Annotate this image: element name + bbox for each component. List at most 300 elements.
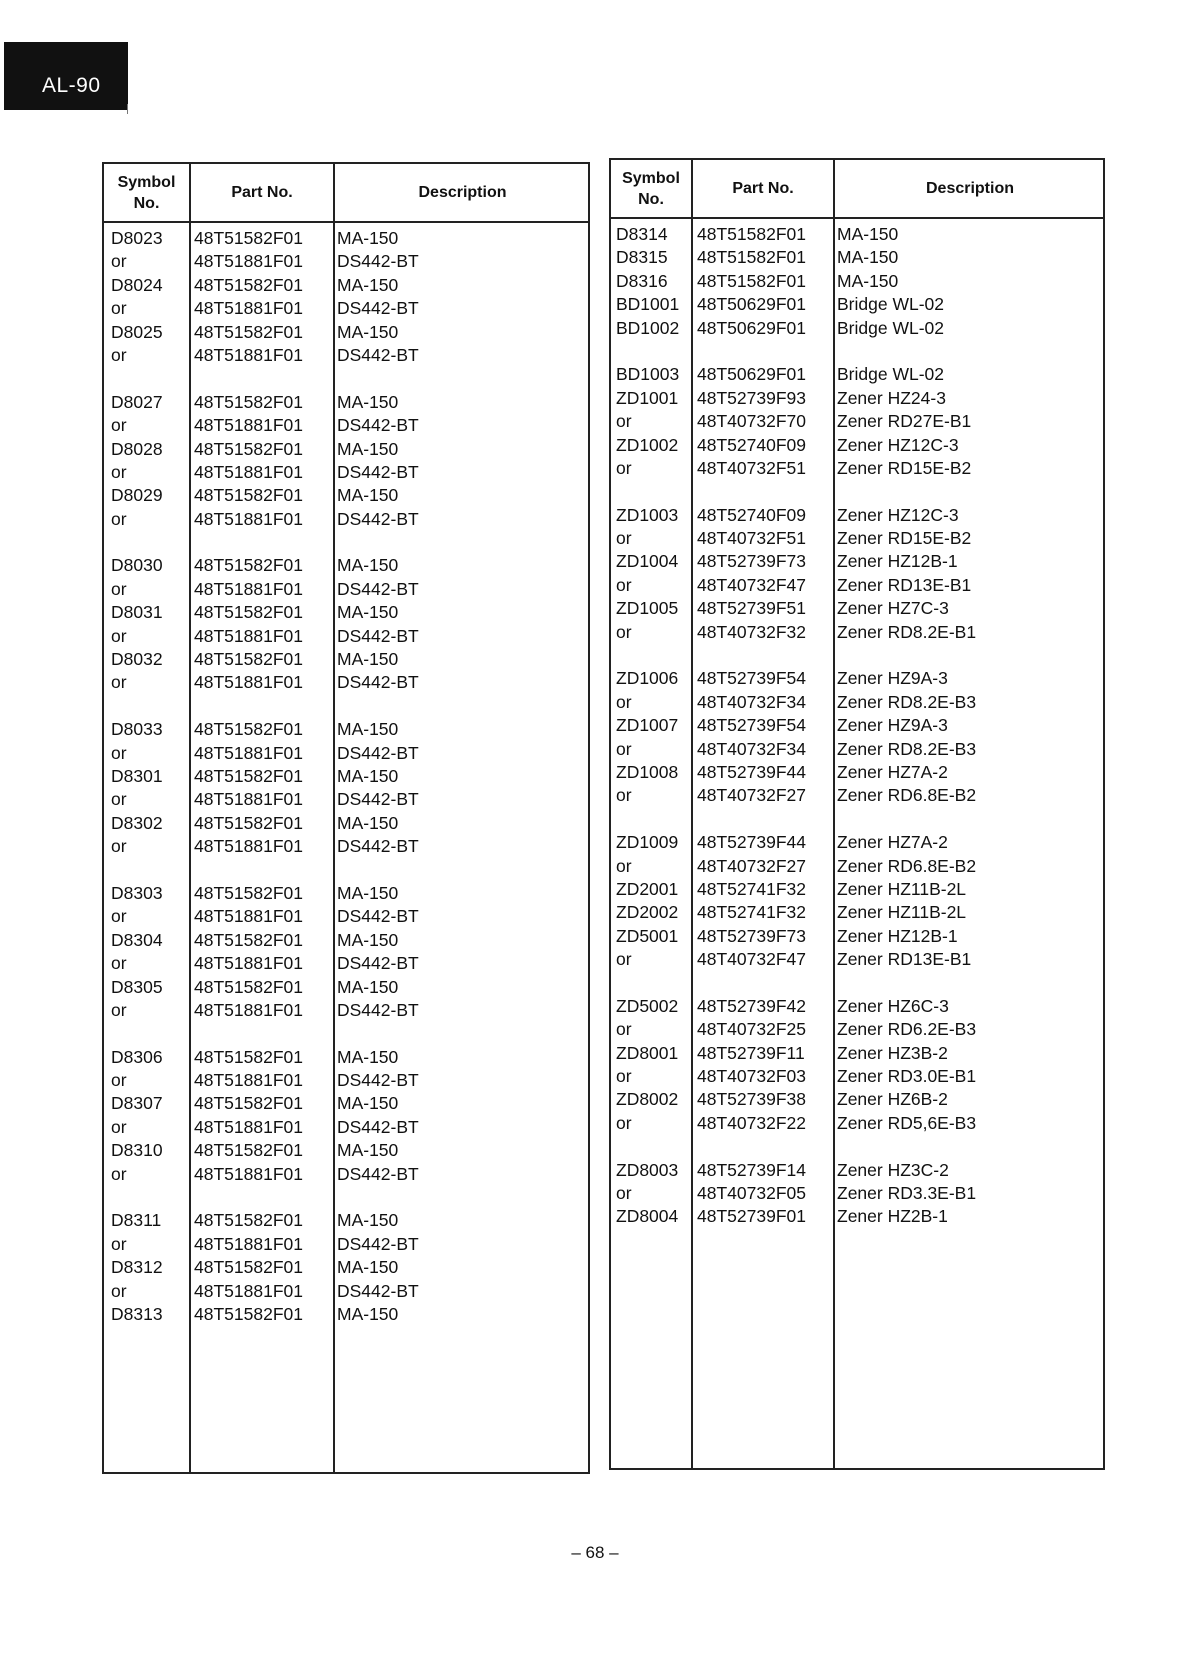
part-no-cell: 48T51881F01 bbox=[194, 672, 303, 693]
description-cell: MA-150 bbox=[337, 321, 399, 342]
description-cell: MA-150 bbox=[337, 485, 399, 506]
table-row bbox=[104, 1209, 588, 1232]
symbol-cell: D8030 bbox=[111, 555, 163, 576]
table-row bbox=[104, 976, 588, 999]
description-cell: Bridge WL-02 bbox=[837, 364, 944, 385]
symbol-cell: D8302 bbox=[111, 812, 163, 833]
symbol-cell: BD1001 bbox=[616, 294, 680, 315]
table-row bbox=[611, 1182, 1103, 1205]
symbol-cell: or bbox=[111, 836, 127, 857]
table-row bbox=[104, 882, 588, 905]
symbol-cell: D8310 bbox=[111, 1140, 163, 1161]
part-no-cell: 48T51582F01 bbox=[194, 485, 303, 506]
description-cell: MA-150 bbox=[337, 1210, 399, 1231]
part-no-cell: 48T51881F01 bbox=[194, 953, 303, 974]
part-no-cell: 48T51881F01 bbox=[194, 836, 303, 857]
part-no-cell: 48T51582F01 bbox=[697, 224, 806, 244]
symbol-cell: D8028 bbox=[111, 438, 163, 459]
table-row bbox=[611, 855, 1103, 878]
group-spacer bbox=[104, 1022, 588, 1045]
symbol-cell: or bbox=[616, 855, 632, 876]
part-no-cell: 48T51582F01 bbox=[194, 602, 303, 623]
table-body bbox=[104, 227, 588, 1326]
description-cell: MA-150 bbox=[337, 882, 399, 903]
table-row bbox=[104, 1256, 588, 1279]
table-row bbox=[104, 835, 588, 858]
symbol-cell: or bbox=[111, 1163, 127, 1184]
symbol-cell: or bbox=[111, 344, 127, 365]
description-cell: Zener HZ7A-2 bbox=[837, 832, 948, 853]
table-row bbox=[104, 578, 588, 601]
description-cell: Zener RD13E-B1 bbox=[837, 949, 972, 970]
part-no-cell: 48T51582F01 bbox=[194, 274, 303, 295]
symbol-cell: D8024 bbox=[111, 274, 163, 295]
table-row bbox=[611, 621, 1103, 644]
table-row bbox=[611, 1042, 1103, 1065]
symbol-cell: or bbox=[111, 906, 127, 927]
symbol-cell: or bbox=[616, 1066, 632, 1087]
symbol-cell: D8032 bbox=[111, 649, 163, 670]
description-cell: DS442-BT bbox=[337, 1233, 419, 1254]
symbol-cell: D8031 bbox=[111, 602, 163, 623]
part-no-cell: 48T40732F05 bbox=[697, 1183, 806, 1204]
symbol-cell: ZD2001 bbox=[616, 878, 679, 899]
table-row bbox=[104, 554, 588, 577]
part-no-cell: 48T52739F44 bbox=[697, 761, 806, 782]
part-no-cell: 48T51582F01 bbox=[194, 555, 303, 576]
table-row bbox=[104, 1069, 588, 1092]
table-row bbox=[611, 527, 1103, 550]
part-no-cell: 48T51582F01 bbox=[194, 1093, 303, 1114]
description-cell: Zener HZ11B-2L bbox=[837, 902, 967, 923]
description-cell: Bridge WL-02 bbox=[837, 294, 944, 315]
part-no-cell: 48T51582F01 bbox=[697, 247, 806, 268]
symbol-cell: ZD1007 bbox=[616, 715, 679, 736]
header-part-no: Part No. bbox=[231, 184, 293, 201]
description-cell: DS442-BT bbox=[337, 999, 419, 1020]
description-cell: MA-150 bbox=[337, 274, 399, 295]
header-description: Description bbox=[418, 184, 507, 201]
part-no-cell: 48T40732F34 bbox=[697, 738, 806, 759]
symbol-cell: ZD5002 bbox=[616, 995, 679, 1016]
table-row bbox=[611, 504, 1103, 527]
table-row bbox=[611, 457, 1103, 480]
description-cell: Zener HZ12B-1 bbox=[837, 925, 958, 946]
symbol-cell: or bbox=[111, 1116, 127, 1137]
table-row bbox=[104, 788, 588, 811]
table-row bbox=[104, 1280, 588, 1303]
table-row bbox=[104, 438, 588, 461]
symbol-cell: D8311 bbox=[111, 1210, 162, 1231]
description-cell: MA-150 bbox=[337, 391, 399, 412]
description-cell: DS442-BT bbox=[337, 508, 419, 529]
table-row bbox=[104, 671, 588, 694]
description-cell: Zener HZ3C-2 bbox=[837, 1159, 949, 1180]
part-no-cell: 48T51881F01 bbox=[194, 742, 303, 763]
symbol-cell: or bbox=[111, 999, 127, 1020]
symbol-cell: D8315 bbox=[616, 247, 668, 268]
description-cell: Zener RD8.2E-B3 bbox=[837, 738, 977, 759]
symbol-cell: ZD8001 bbox=[616, 1042, 679, 1063]
description-cell: Zener HZ9A-3 bbox=[837, 715, 948, 736]
part-no-cell: 48T51881F01 bbox=[194, 508, 303, 529]
part-no-cell: 48T52739F54 bbox=[697, 668, 806, 689]
symbol-cell: or bbox=[111, 508, 127, 529]
part-no-cell: 48T52739F73 bbox=[697, 551, 806, 572]
header-part-no: Part No. bbox=[732, 180, 794, 197]
description-cell: Zener RD13E-B1 bbox=[837, 574, 972, 595]
symbol-cell: or bbox=[111, 251, 127, 272]
symbol-cell: ZD8002 bbox=[616, 1089, 679, 1110]
part-no-cell: 48T52739F42 bbox=[697, 995, 806, 1016]
table-row bbox=[611, 410, 1103, 433]
description-cell: DS442-BT bbox=[337, 672, 419, 693]
part-no-cell: 48T51582F01 bbox=[194, 882, 303, 903]
part-no-cell: 48T52741F32 bbox=[697, 878, 806, 899]
table-row bbox=[104, 1163, 588, 1186]
symbol-cell: ZD5001 bbox=[616, 925, 679, 946]
part-no-cell: 48T51582F01 bbox=[194, 812, 303, 833]
header-symbol: Symbol No. bbox=[117, 173, 176, 212]
group-spacer bbox=[611, 1135, 1103, 1158]
parts-table-right bbox=[609, 158, 1105, 1470]
table-row bbox=[104, 1233, 588, 1256]
symbol-cell: D8303 bbox=[111, 882, 163, 903]
parts-table-left bbox=[102, 162, 590, 1474]
part-no-cell: 48T52739F51 bbox=[697, 598, 806, 619]
symbol-cell: or bbox=[111, 461, 127, 482]
symbol-cell: D8313 bbox=[111, 1303, 163, 1324]
part-no-cell: 48T51582F01 bbox=[194, 765, 303, 786]
table-row bbox=[611, 1112, 1103, 1135]
tab-tick bbox=[127, 104, 128, 114]
part-no-cell: 48T51582F01 bbox=[194, 1257, 303, 1278]
group-spacer bbox=[611, 480, 1103, 503]
symbol-cell: or bbox=[616, 528, 632, 549]
part-no-cell: 48T51582F01 bbox=[194, 649, 303, 670]
description-cell: Zener HZ7A-2 bbox=[837, 761, 948, 782]
group-spacer bbox=[104, 1186, 588, 1209]
part-no-cell: 48T51881F01 bbox=[194, 625, 303, 646]
symbol-cell: D8029 bbox=[111, 485, 163, 506]
description-cell: Zener HZ11B-2L bbox=[837, 878, 967, 899]
symbol-cell: D8305 bbox=[111, 976, 163, 997]
description-cell: Zener HZ6C-3 bbox=[837, 995, 949, 1016]
description-cell: DS442-BT bbox=[337, 415, 419, 436]
description-cell: MA-150 bbox=[337, 555, 399, 576]
part-no-cell: 48T51881F01 bbox=[194, 999, 303, 1020]
description-cell: MA-150 bbox=[337, 812, 399, 833]
description-cell: Zener RD6.8E-B2 bbox=[837, 855, 977, 876]
table-row bbox=[611, 1159, 1103, 1182]
part-no-cell: 48T52739F38 bbox=[697, 1089, 806, 1110]
table-body bbox=[611, 223, 1103, 1229]
table-row bbox=[104, 391, 588, 414]
description-cell: DS442-BT bbox=[337, 789, 419, 810]
description-cell: MA-150 bbox=[837, 270, 899, 291]
description-cell: DS442-BT bbox=[337, 906, 419, 927]
part-no-cell: 48T51881F01 bbox=[194, 1280, 303, 1301]
table-row bbox=[611, 270, 1103, 293]
description-cell: MA-150 bbox=[337, 1140, 399, 1161]
description-cell: Zener RD6.2E-B3 bbox=[837, 1019, 977, 1040]
description-cell: Zener HZ24-3 bbox=[837, 387, 946, 408]
part-no-cell: 48T50629F01 bbox=[697, 364, 806, 385]
table-row bbox=[104, 227, 588, 250]
part-no-cell: 48T52739F44 bbox=[697, 832, 806, 853]
table-row bbox=[104, 1139, 588, 1162]
description-cell: Zener HZ12C-3 bbox=[837, 434, 959, 455]
table-row bbox=[611, 550, 1103, 573]
part-no-cell: 48T51582F01 bbox=[194, 1303, 303, 1324]
table-row bbox=[611, 1018, 1103, 1041]
part-no-cell: 48T51582F01 bbox=[194, 1046, 303, 1067]
description-cell: DS442-BT bbox=[337, 1280, 419, 1301]
symbol-cell: ZD8004 bbox=[616, 1206, 679, 1227]
table-row bbox=[104, 765, 588, 788]
symbol-cell: ZD1006 bbox=[616, 668, 679, 689]
description-cell: DS442-BT bbox=[337, 251, 419, 272]
table-row bbox=[104, 1046, 588, 1069]
group-spacer bbox=[104, 859, 588, 882]
symbol-cell: or bbox=[616, 1112, 632, 1133]
symbol-cell: or bbox=[111, 953, 127, 974]
symbol-cell: D8033 bbox=[111, 719, 163, 740]
symbol-cell: D8307 bbox=[111, 1093, 163, 1114]
part-no-cell: 48T51582F01 bbox=[194, 391, 303, 412]
part-no-cell: 48T51881F01 bbox=[194, 1070, 303, 1091]
part-no-cell: 48T40732F47 bbox=[697, 574, 806, 595]
table-row bbox=[611, 784, 1103, 807]
symbol-cell: ZD1005 bbox=[616, 598, 679, 619]
description-cell: MA-150 bbox=[337, 602, 399, 623]
symbol-cell: or bbox=[111, 298, 127, 319]
description-cell: Zener HZ3B-2 bbox=[837, 1042, 948, 1063]
table-row bbox=[104, 952, 588, 975]
table-row bbox=[611, 667, 1103, 690]
description-cell: Zener HZ6B-2 bbox=[837, 1089, 948, 1110]
part-no-cell: 48T52739F11 bbox=[697, 1042, 805, 1063]
table-row bbox=[611, 878, 1103, 901]
table-row bbox=[104, 718, 588, 741]
symbol-cell: ZD1001 bbox=[616, 387, 679, 408]
part-no-cell: 48T51881F01 bbox=[194, 1233, 303, 1254]
part-no-cell: 48T51881F01 bbox=[194, 1116, 303, 1137]
description-cell: MA-150 bbox=[337, 765, 399, 786]
part-no-cell: 48T51582F01 bbox=[194, 1210, 303, 1231]
description-cell: DS442-BT bbox=[337, 742, 419, 763]
table-row bbox=[611, 901, 1103, 924]
table-row bbox=[104, 1092, 588, 1115]
group-spacer bbox=[611, 644, 1103, 667]
page-number: – 68 – bbox=[571, 1543, 619, 1562]
description-cell: MA-150 bbox=[337, 719, 399, 740]
symbol-cell: or bbox=[616, 574, 632, 595]
symbol-cell: ZD1004 bbox=[616, 551, 679, 572]
description-cell: DS442-BT bbox=[337, 625, 419, 646]
symbol-cell: D8027 bbox=[111, 391, 163, 412]
part-no-cell: 48T51582F01 bbox=[194, 929, 303, 950]
table-row bbox=[104, 250, 588, 273]
description-cell: MA-150 bbox=[337, 228, 399, 248]
symbol-cell: BD1003 bbox=[616, 364, 680, 385]
description-cell: Zener RD6.8E-B2 bbox=[837, 785, 977, 806]
part-no-cell: 48T51582F01 bbox=[194, 321, 303, 342]
part-no-cell: 48T40732F51 bbox=[697, 528, 806, 549]
table-row bbox=[611, 293, 1103, 316]
symbol-cell: or bbox=[616, 621, 632, 642]
table-row bbox=[104, 274, 588, 297]
description-cell: DS442-BT bbox=[337, 1070, 419, 1091]
table-row bbox=[104, 461, 588, 484]
table-row bbox=[611, 925, 1103, 948]
symbol-cell: BD1002 bbox=[616, 317, 680, 338]
table-row bbox=[611, 948, 1103, 971]
description-cell: MA-150 bbox=[337, 649, 399, 670]
table-row bbox=[104, 484, 588, 507]
description-cell: DS442-BT bbox=[337, 344, 419, 365]
symbol-cell: or bbox=[616, 1183, 632, 1204]
symbol-cell: or bbox=[111, 625, 127, 646]
part-no-cell: 48T51881F01 bbox=[194, 415, 303, 436]
symbol-cell: D8023 bbox=[111, 228, 163, 248]
part-no-cell: 48T52739F14 bbox=[697, 1159, 806, 1180]
part-no-cell: 48T51881F01 bbox=[194, 906, 303, 927]
symbol-cell: ZD2002 bbox=[616, 902, 679, 923]
symbol-cell: D8316 bbox=[616, 270, 668, 291]
symbol-cell: ZD1002 bbox=[616, 434, 679, 455]
description-cell: MA-150 bbox=[337, 1303, 399, 1324]
table-row bbox=[104, 344, 588, 367]
description-cell: Zener HZ12B-1 bbox=[837, 551, 958, 572]
symbol-cell: or bbox=[616, 457, 632, 478]
description-cell: Zener HZ7C-3 bbox=[837, 598, 949, 619]
table-row bbox=[104, 414, 588, 437]
group-spacer bbox=[611, 340, 1103, 363]
header-description: Description bbox=[925, 180, 1014, 197]
description-cell: DS442-BT bbox=[337, 953, 419, 974]
part-no-cell: 48T51881F01 bbox=[194, 1163, 303, 1184]
description-cell: MA-150 bbox=[837, 224, 899, 244]
part-no-cell: 48T51881F01 bbox=[194, 344, 303, 365]
description-cell: MA-150 bbox=[337, 929, 399, 950]
symbol-cell: D8312 bbox=[111, 1257, 163, 1278]
model-tab: AL-90 bbox=[4, 42, 128, 110]
header-symbol: Symbol No. bbox=[622, 169, 680, 208]
symbol-cell: or bbox=[111, 1233, 127, 1254]
table-row bbox=[611, 831, 1103, 854]
table-row bbox=[611, 363, 1103, 386]
description-cell: Zener RD3.0E-B1 bbox=[837, 1066, 977, 1087]
table-row bbox=[104, 905, 588, 928]
part-no-cell: 48T51582F01 bbox=[194, 438, 303, 459]
table-row bbox=[104, 321, 588, 344]
part-no-cell: 48T40732F70 bbox=[697, 411, 806, 432]
symbol-cell: or bbox=[616, 411, 632, 432]
table-row bbox=[104, 648, 588, 671]
part-no-cell: 48T40732F32 bbox=[697, 621, 806, 642]
part-no-cell: 48T52739F73 bbox=[697, 925, 806, 946]
table-row bbox=[611, 434, 1103, 457]
part-no-cell: 48T51881F01 bbox=[194, 251, 303, 272]
table-row bbox=[611, 1205, 1103, 1228]
symbol-cell: or bbox=[111, 1070, 127, 1091]
symbol-cell: or bbox=[111, 789, 127, 810]
part-no-cell: 48T51582F01 bbox=[194, 228, 303, 248]
part-no-cell: 48T40732F47 bbox=[697, 949, 806, 970]
part-no-cell: 48T40732F25 bbox=[697, 1019, 806, 1040]
symbol-cell: D8025 bbox=[111, 321, 163, 342]
table-row bbox=[611, 714, 1103, 737]
table-row bbox=[104, 929, 588, 952]
description-cell: DS442-BT bbox=[337, 1116, 419, 1137]
description-cell: Zener RD3.3E-B1 bbox=[837, 1183, 977, 1204]
table-row bbox=[611, 995, 1103, 1018]
table-row bbox=[611, 246, 1103, 269]
table-row bbox=[611, 574, 1103, 597]
symbol-cell: D8314 bbox=[616, 224, 668, 244]
part-no-cell: 48T40732F34 bbox=[697, 691, 806, 712]
part-no-cell: 48T51582F01 bbox=[697, 270, 806, 291]
description-cell: Zener HZ12C-3 bbox=[837, 504, 959, 525]
table-row bbox=[611, 1065, 1103, 1088]
symbol-cell: or bbox=[111, 578, 127, 599]
description-cell: DS442-BT bbox=[337, 298, 419, 319]
part-no-cell: 48T52739F93 bbox=[697, 387, 806, 408]
part-no-cell: 48T40732F27 bbox=[697, 785, 806, 806]
group-spacer bbox=[104, 367, 588, 390]
symbol-cell: or bbox=[616, 1019, 632, 1040]
symbol-cell: ZD8003 bbox=[616, 1159, 679, 1180]
table-row bbox=[104, 742, 588, 765]
part-no-cell: 48T51881F01 bbox=[194, 578, 303, 599]
group-spacer bbox=[611, 972, 1103, 995]
description-cell: DS442-BT bbox=[337, 1163, 419, 1184]
symbol-cell: or bbox=[616, 738, 632, 759]
part-no-cell: 48T51582F01 bbox=[194, 1140, 303, 1161]
symbol-cell: ZD1009 bbox=[616, 832, 679, 853]
table-row bbox=[104, 625, 588, 648]
description-cell: Bridge WL-02 bbox=[837, 317, 944, 338]
description-cell: Zener HZ2B-1 bbox=[837, 1206, 948, 1227]
group-spacer bbox=[611, 808, 1103, 831]
symbol-cell: D8306 bbox=[111, 1046, 163, 1067]
part-no-cell: 48T52739F54 bbox=[697, 715, 806, 736]
part-no-cell: 48T51881F01 bbox=[194, 789, 303, 810]
symbol-cell: or bbox=[616, 785, 632, 806]
description-cell: Zener RD15E-B2 bbox=[837, 528, 972, 549]
symbol-cell: D8304 bbox=[111, 929, 163, 950]
symbol-cell: D8301 bbox=[111, 765, 163, 786]
table-row bbox=[611, 597, 1103, 620]
table-row bbox=[611, 738, 1103, 761]
table-row bbox=[104, 601, 588, 624]
description-cell: MA-150 bbox=[337, 1257, 399, 1278]
symbol-cell: or bbox=[616, 949, 632, 970]
symbol-cell: or bbox=[111, 672, 127, 693]
description-cell: MA-150 bbox=[837, 247, 899, 268]
description-cell: Zener RD8.2E-B1 bbox=[837, 621, 977, 642]
part-no-cell: 48T51881F01 bbox=[194, 298, 303, 319]
group-spacer bbox=[104, 695, 588, 718]
part-no-cell: 48T52741F32 bbox=[697, 902, 806, 923]
description-cell: Zener RD15E-B2 bbox=[837, 457, 972, 478]
symbol-cell: ZD1003 bbox=[616, 504, 679, 525]
symbol-cell: ZD1008 bbox=[616, 761, 679, 782]
part-no-cell: 48T52739F01 bbox=[697, 1206, 806, 1227]
part-no-cell: 48T40732F51 bbox=[697, 457, 806, 478]
symbol-cell: or bbox=[616, 691, 632, 712]
